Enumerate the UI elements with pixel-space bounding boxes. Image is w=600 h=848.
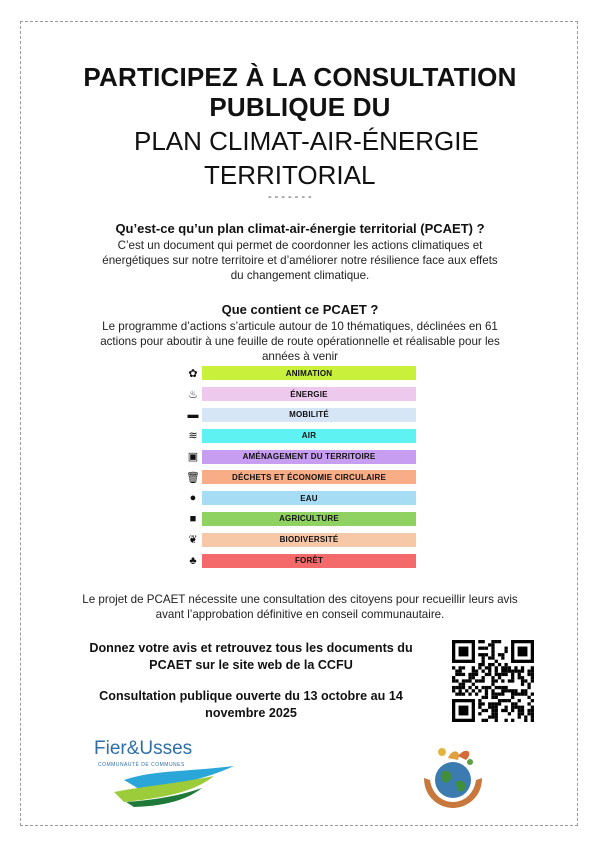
theme-label: AMÉNAGEMENT DU TERRITOIRE [202,450,416,464]
tree-icon: ♣ [189,554,197,567]
section2-line: Le programme d’actions s’articule autour de 10 thématiques, déclinées en 61 [102,320,498,333]
theme-label: ANIMATION [202,366,416,380]
map-icon: ▣ [187,451,199,464]
title-line-1: PARTICIPEZ À LA CONSULTATION [83,62,517,92]
theme-label: DÉCHETS ET ÉCONOMIE CIRCULAIRE [202,470,416,484]
section1-heading: Qu’est-ce qu’un plan climat-air-énergie territorial (PCAET) ? [115,221,485,236]
dates-line: novembre 2025 [205,706,297,720]
title-line-4: TERRITORIAL [204,160,376,190]
title-line-2: PUBLIQUE DU [209,92,391,122]
title-separator: ------- [268,191,315,203]
butterfly-icon: ❦ [188,534,198,547]
section2-heading: Que contient ce PCAET ? [221,302,379,317]
theme-label: ÉNERGIE [202,387,416,401]
dates-line: Consultation publique ouverte du 13 octobre au 14 [99,689,403,703]
people-icon: ✿ [188,367,198,380]
section3-line: avant l’approbation définitive en conseil communautaire. [155,608,445,621]
wind-icon: ≋ [188,430,198,443]
theme-row [184,530,416,549]
section2-line: actions pour aboutir à une feuille de route opérationnelle et réalisable pour les [100,335,500,348]
theme-row [184,406,416,425]
theme-row [184,364,416,383]
theme-row [184,551,416,570]
earth-hands-icon [418,738,488,810]
fier-usses-logo [84,738,240,808]
theme-label: MOBILITÉ [202,408,416,422]
title-line-3: PLAN CLIMAT-AIR-ÉNERGIE [134,126,479,156]
section3-text [40,592,560,622]
tractor-icon: ■ [189,512,197,525]
section1-line: du changement climatique. [230,269,370,282]
theme-label: BIODIVERSITÉ [202,533,416,547]
cta-line: Donnez votre avis et retrouvez tous les documents du [89,641,413,655]
theme-row [184,426,416,445]
section2-line: années à venir [261,350,339,363]
qr-code[interactable] [452,640,534,722]
car-icon: ▬ [187,408,199,421]
theme-label: AIR [202,429,416,443]
logo-name: Fier&Usses [94,738,193,759]
section2-text [62,319,538,364]
trash-icon: 🗑 [186,471,200,484]
section1-text [80,238,520,283]
theme-row [184,385,416,404]
theme-label: EAU [202,491,416,505]
energy-icon: ♨ [188,388,198,401]
theme-row [184,510,416,529]
section1-line: C’est un document qui permet de coordonner les actions climatiques et [117,239,483,252]
section3-line: Le projet de PCAET nécessite une consultation des citoyens pour recueillir leurs avis [82,593,518,606]
theme-row [184,468,416,487]
theme-label: FORÊT [202,554,416,568]
theme-row [184,489,416,508]
section1-line: énergétiques sur notre territoire et d’améliorer notre résilience face aux effets [102,254,498,267]
cta-line: PCAET sur le site web de la CCFU [149,658,353,672]
themes-list [184,364,416,572]
theme-row [184,447,416,466]
river-wave-graphic [84,762,240,808]
logo-subtitle: COMMUNAUTÉ DE COMMUNES [98,762,185,768]
consultation-dates [56,688,446,722]
cta-text [56,640,446,674]
water-drop-icon: ● [189,492,197,505]
theme-label: AGRICULTURE [202,512,416,526]
